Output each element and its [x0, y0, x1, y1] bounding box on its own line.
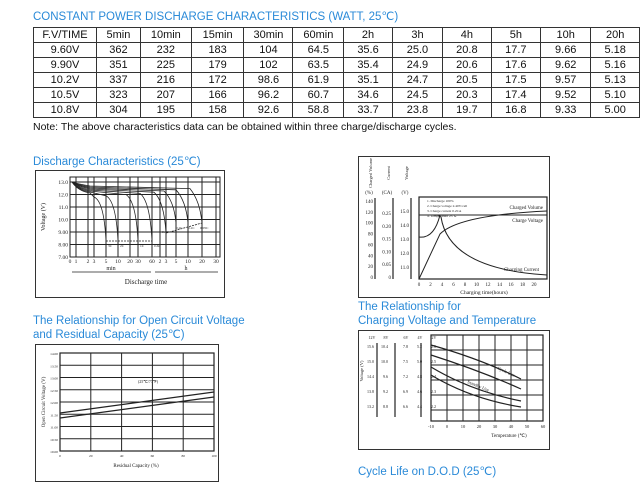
- curve-label: 3C: [108, 244, 113, 248]
- y-tick: 120: [365, 210, 373, 216]
- table-cell: 2h: [344, 28, 392, 43]
- y-tick: 60: [368, 243, 373, 249]
- x-tick: 0: [445, 424, 449, 429]
- voltage-value: 13.8: [367, 389, 374, 394]
- x-axis-label: Discharge time: [124, 278, 168, 286]
- x-axis-label: Temperature (℃): [491, 434, 527, 439]
- x-axis-label: Charging time(hours): [460, 290, 508, 296]
- x-tick: 3: [92, 259, 96, 265]
- table-header-row: [34, 28, 640, 43]
- table-cell: 232: [140, 43, 191, 58]
- table-cell: 179: [191, 58, 244, 73]
- table-cell: 61.9: [293, 73, 344, 88]
- table-cell: 63.5: [293, 58, 344, 73]
- table-cell: 15min: [191, 28, 244, 43]
- table-cell: 20.5: [443, 73, 491, 88]
- voltage-value: 7.5: [403, 359, 408, 364]
- discharge-table: [33, 27, 640, 118]
- discharge-chart: [35, 170, 225, 298]
- x-tick: 10: [474, 283, 479, 288]
- y-tick: 12.0: [58, 192, 68, 199]
- y-tick: 11.00: [50, 425, 58, 430]
- x-tick: -10: [428, 424, 434, 429]
- charging-chart: [358, 156, 550, 298]
- table-cell: 337: [97, 73, 141, 88]
- table-cell: 9.33: [541, 103, 591, 118]
- x-tick: 2: [429, 283, 432, 288]
- y-tick: 12.00: [50, 401, 58, 405]
- x-tick: 40: [508, 424, 514, 429]
- axis-unit: (V): [401, 191, 409, 196]
- voltage-value: 6.9: [403, 389, 408, 394]
- y-tick: 9.00: [58, 230, 68, 236]
- voltage-value: 4.6: [417, 389, 422, 394]
- y-tick: 20: [368, 265, 373, 271]
- temp-chart: [358, 330, 550, 450]
- table-cell: 304: [97, 103, 141, 118]
- chart-note: 1. Discharge 100%: [427, 199, 454, 203]
- y-axis-label: Voltage (V): [359, 360, 364, 382]
- curve-label: 0.6C: [154, 244, 161, 248]
- y-tick: 0.10: [382, 250, 391, 256]
- curve-label: 0.2C: [176, 226, 183, 230]
- y-tick: 8.00: [58, 242, 68, 249]
- cycle-life-title: Cycle Life on D.O.D (25℃): [358, 466, 497, 478]
- chart-annotation: (25℃/77℉): [137, 379, 159, 384]
- voltage-value: 2.3: [431, 389, 436, 394]
- curve-label: 0.05C: [200, 226, 209, 230]
- axis-unit: (CA): [381, 191, 393, 196]
- voltage-value: 13.2: [367, 404, 374, 409]
- y-tick: 11.0: [58, 205, 68, 211]
- ocv-line-lower: [60, 397, 214, 418]
- curve-label: 0.1C: [188, 226, 195, 230]
- x-tick: 3: [164, 259, 168, 265]
- curve-label: Cycle Use: [496, 365, 516, 378]
- y-tick: 40: [368, 254, 373, 260]
- table-row: [34, 88, 640, 103]
- x-axis-label: Residual Capacity (%): [113, 464, 159, 469]
- chart-note: 2. Charge voltage 2.40V/cell: [427, 204, 468, 208]
- table-cell: 351: [97, 58, 141, 73]
- x-tick: 20: [199, 259, 205, 265]
- y-tick: 15.0: [400, 210, 409, 215]
- curve-label: 0.4C: [162, 230, 169, 234]
- curve-label: Charged Volume: [509, 206, 543, 211]
- y-tick: 7.00: [58, 255, 68, 261]
- y-tick: 11.0: [400, 266, 409, 271]
- table-cell: 24.9: [392, 58, 442, 73]
- voltage-value: 4.8: [417, 374, 422, 379]
- ocv-chart: [35, 344, 219, 482]
- table-cell: 20h: [591, 28, 640, 43]
- x-tick: 30: [213, 259, 219, 265]
- axis-title: Charged Volume: [368, 157, 373, 189]
- voltage-value: 10.0: [381, 359, 388, 364]
- curve-label: Charge Voltage: [512, 219, 543, 224]
- table-cell: 166: [191, 88, 244, 103]
- y-tick: 10.50: [50, 437, 58, 442]
- table-cell: 5h: [491, 28, 540, 43]
- table-cell: 98.6: [244, 73, 293, 88]
- y-tick: 14.0: [400, 224, 409, 229]
- table-cell: 5.10: [591, 88, 640, 103]
- table-cell: 19.7: [443, 103, 491, 118]
- x-tick: 8: [463, 283, 467, 288]
- table-cell: 24.7: [392, 73, 442, 88]
- table-row: [34, 103, 640, 118]
- y-tick: 13.0: [58, 180, 68, 186]
- table-cell: 35.6: [344, 43, 392, 58]
- y-tick: 13.00: [50, 376, 58, 381]
- x-tick: 20: [531, 283, 537, 288]
- table-cell: 3h: [392, 28, 442, 43]
- curve-label: 2C: [120, 244, 125, 248]
- table-cell: 104: [244, 43, 293, 58]
- unit-label: h: [184, 266, 188, 272]
- x-tick: 0: [59, 454, 61, 458]
- x-tick: 1: [74, 259, 78, 265]
- table-cell: 5min: [97, 28, 141, 43]
- table-cell: 60min: [293, 28, 344, 43]
- voltage-value: 6.6: [403, 404, 408, 409]
- voltage-value: 15.6: [367, 344, 374, 349]
- x-tick: 60: [150, 454, 155, 458]
- x-tick: 30: [135, 259, 141, 265]
- table-cell: 24.5: [392, 88, 442, 103]
- table-row: [34, 73, 640, 88]
- x-tick: 2: [86, 259, 90, 265]
- temp-title-line1: The Relationship for: [358, 301, 461, 313]
- y-tick: 14.00: [50, 352, 58, 356]
- x-tick: 2: [158, 259, 162, 265]
- x-tick: 16: [508, 283, 514, 288]
- table-cell: 5.18: [591, 43, 640, 58]
- x-tick: 40: [119, 454, 124, 458]
- table-row: [34, 58, 640, 73]
- table-cell: 10.5V: [34, 88, 97, 103]
- voltage-value: 10.4: [381, 344, 388, 349]
- table-cell: 60.7: [293, 88, 344, 103]
- x-tick: 20: [89, 454, 93, 458]
- table-cell: 35.1: [344, 73, 392, 88]
- table-cell: 9.90V: [34, 58, 97, 73]
- x-tick: 0: [68, 259, 72, 265]
- column-header: 12V: [368, 335, 376, 340]
- column-header: 2V: [431, 335, 437, 340]
- x-tick: 18: [520, 283, 525, 288]
- y-axis-label: Open Circuit Voltage (V): [42, 376, 47, 428]
- x-tick: 10: [185, 259, 191, 265]
- voltage-value: 8.8: [383, 404, 388, 409]
- voltage-value: 5.0: [417, 359, 422, 364]
- table-cell: 9.62: [541, 58, 591, 73]
- table-cell: 92.6: [244, 103, 293, 118]
- table-cell: 5.16: [591, 58, 640, 73]
- table-cell: 183: [191, 43, 244, 58]
- x-tick: 14: [497, 283, 502, 288]
- column-header: 4V: [417, 335, 423, 340]
- table-cell: 9.66: [541, 43, 591, 58]
- table-cell: 10h: [541, 28, 591, 43]
- curve-label: 1C: [140, 244, 145, 248]
- plot-frame: [431, 335, 543, 421]
- curve-label: Charging Current: [503, 268, 539, 273]
- table-row: [34, 43, 640, 58]
- x-tick: 60: [540, 424, 546, 429]
- y-tick: 13.50: [50, 364, 58, 369]
- ocv-title-line1: The Relationship for Open Circuit Voltage: [33, 315, 245, 327]
- table-cell: 17.4: [491, 88, 540, 103]
- table-cell: 158: [191, 103, 244, 118]
- table-cell: 96.2: [244, 88, 293, 103]
- x-tick: 10: [460, 424, 466, 429]
- y-tick: 0.15: [382, 237, 391, 243]
- axis-title: Current: [386, 166, 391, 180]
- table-cell: 25.0: [392, 43, 442, 58]
- voltage-value: 4.4: [417, 404, 422, 409]
- table-cell: 362: [97, 43, 141, 58]
- table-cell: 207: [140, 88, 191, 103]
- y-tick: 12.50: [50, 388, 58, 393]
- x-tick: 4: [440, 283, 444, 288]
- table-cell: 9.52: [541, 88, 591, 103]
- y-tick: 10.0: [58, 217, 68, 224]
- voltage-value: 15.0: [367, 359, 374, 364]
- table-cell: 10min: [140, 28, 191, 43]
- column-header: 8V: [383, 335, 389, 340]
- x-tick: 30: [492, 424, 498, 429]
- voltage-value: 14.4: [367, 374, 374, 379]
- x-tick: 100: [211, 454, 217, 458]
- chart-note: 4. Temperature 25℃: [427, 214, 457, 218]
- table-cell: F.V/TIME: [34, 28, 97, 43]
- x-tick: 20: [476, 424, 482, 429]
- table-cell: 20.6: [443, 58, 491, 73]
- table-cell: 34.6: [344, 88, 392, 103]
- voltage-value: 7.2: [403, 374, 408, 379]
- voltage-value: 2.2: [431, 404, 436, 409]
- y-tick: 0.05: [382, 263, 391, 269]
- table-cell: 9.60V: [34, 43, 97, 58]
- y-tick: 10.00: [50, 450, 58, 454]
- y-tick: 0.20: [382, 224, 391, 230]
- x-tick: 6: [452, 283, 455, 288]
- discharge-title: Discharge Characteristics (25℃): [33, 156, 201, 168]
- table-cell: 20.3: [443, 88, 491, 103]
- table-cell: 64.5: [293, 43, 344, 58]
- table-cell: 172: [191, 73, 244, 88]
- y-tick: 12.0: [400, 252, 409, 257]
- table-cell: 17.6: [491, 58, 540, 73]
- y-tick: 140: [365, 200, 373, 205]
- table-cell: 195: [140, 103, 191, 118]
- voltage-value: 2.4: [431, 374, 436, 379]
- x-tick: 80: [181, 454, 185, 458]
- y-tick: 13.0: [400, 238, 409, 243]
- table-cell: 10.8V: [34, 103, 97, 118]
- table-cell: 10.2V: [34, 73, 97, 88]
- ocv-title-line2: and Residual Capacity (25℃): [33, 329, 185, 341]
- y-tick: 100: [365, 221, 373, 227]
- y-tick: 11.50: [50, 413, 58, 418]
- table-cell: 225: [140, 58, 191, 73]
- x-tick: 20: [127, 259, 133, 265]
- table-cell: 17.7: [491, 43, 540, 58]
- y-axis-label: Voltage (V): [41, 202, 47, 232]
- curve-label: Standby Use: [466, 379, 490, 393]
- table-title: CONSTANT POWER DISCHARGE CHARACTERISTICS (WATT, 25℃): [33, 11, 399, 23]
- table-cell: 58.8: [293, 103, 344, 118]
- y-tick: 80: [368, 232, 373, 238]
- voltage-value: 7.8: [403, 344, 408, 349]
- axis-unit: (%): [365, 191, 373, 196]
- table-cell: 4h: [443, 28, 491, 43]
- y-tick: 0.25: [382, 212, 391, 217]
- x-tick: 12: [485, 283, 491, 288]
- x-tick: 5: [174, 259, 178, 265]
- voltage-value: 2.5: [431, 359, 436, 364]
- table-cell: 20.8: [443, 43, 491, 58]
- x-tick: 5: [104, 259, 108, 265]
- voltage-value: 5.2: [417, 344, 422, 349]
- y-tick: 0: [370, 276, 373, 281]
- x-tick: 50: [524, 424, 530, 429]
- voltage-value: 9.2: [383, 389, 388, 394]
- table-cell: 102: [244, 58, 293, 73]
- table-cell: 33.7: [344, 103, 392, 118]
- column-header: 6V: [403, 335, 409, 340]
- x-tick: 0: [417, 283, 421, 288]
- y-tick: 0: [388, 276, 391, 281]
- chart-note: 3. Charge current 0.2CA: [427, 209, 462, 213]
- x-tick: 60: [149, 259, 155, 265]
- table-cell: 216: [140, 73, 191, 88]
- table-cell: 35.4: [344, 58, 392, 73]
- table-cell: 323: [97, 88, 141, 103]
- charging-current-curve: [438, 215, 547, 275]
- unit-label: min: [106, 266, 116, 272]
- x-tick: 10: [115, 259, 121, 265]
- table-cell: 16.8: [491, 103, 540, 118]
- temp-title-line2: Charging Voltage and Temperature: [358, 315, 537, 327]
- table-cell: 30min: [244, 28, 293, 43]
- table-cell: 23.8: [392, 103, 442, 118]
- table-cell: 9.57: [541, 73, 591, 88]
- table-cell: 5.00: [591, 103, 640, 118]
- voltage-value: 2.6: [431, 344, 436, 349]
- table-cell: 17.5: [491, 73, 540, 88]
- voltage-value: 9.6: [383, 374, 388, 379]
- table-note: Note: The above characteristics data can be obtained within three charge/discharge cycles.: [33, 121, 457, 133]
- table-cell: 5.13: [591, 73, 640, 88]
- axis-title: Voltage: [404, 166, 409, 180]
